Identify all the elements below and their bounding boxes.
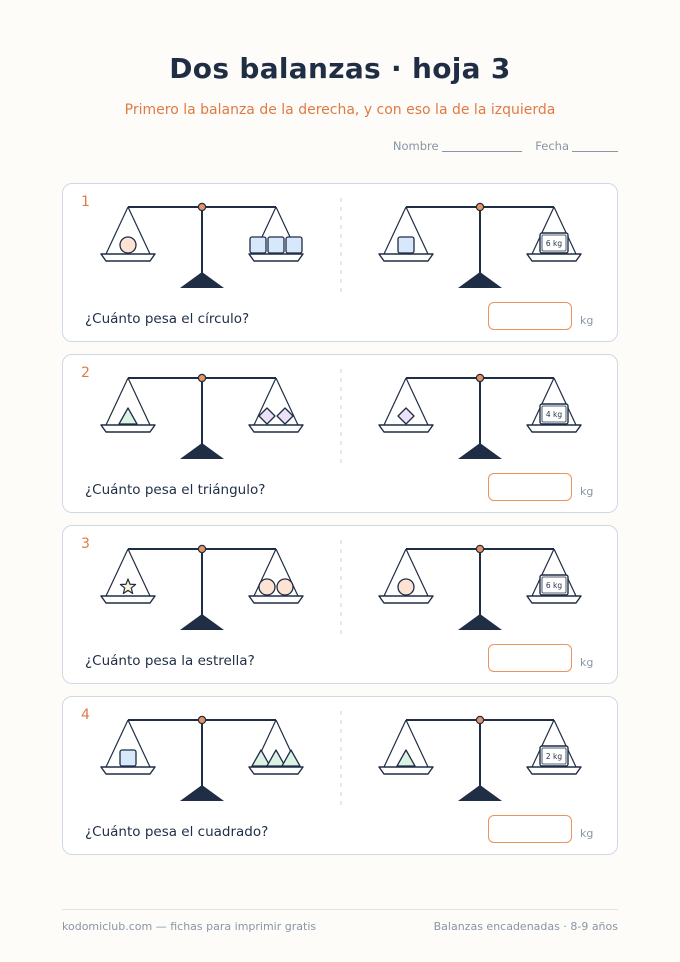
left-pan <box>101 207 155 261</box>
circle-icon <box>277 579 293 595</box>
weight-icon <box>540 404 568 424</box>
star-icon <box>120 579 135 593</box>
name-blank[interactable] <box>442 151 522 152</box>
footer-divider <box>62 909 618 910</box>
left-pan <box>379 549 433 603</box>
answer-input-box[interactable] <box>488 473 572 501</box>
problem-number: 2 <box>81 365 90 381</box>
question-text: ¿Cuánto pesa el triángulo? <box>85 482 266 498</box>
left-balance-scale <box>101 374 303 459</box>
circle-icon <box>398 579 414 595</box>
problem-card-4 <box>62 696 618 855</box>
problem-card-2 <box>62 354 618 513</box>
weight-label: 6 kg <box>545 239 563 248</box>
weight-icon <box>540 746 568 766</box>
right-balance-scale <box>379 203 581 288</box>
unit-label: kg <box>580 656 594 669</box>
left-pan <box>101 549 155 603</box>
problem-card-3 <box>62 525 618 684</box>
left-balance-scale <box>101 203 303 288</box>
question-text: ¿Cuánto pesa la estrella? <box>85 653 255 669</box>
problem-number: 1 <box>81 194 90 210</box>
square-icon <box>120 750 136 766</box>
right-pan <box>527 378 581 432</box>
circle-icon <box>259 579 275 595</box>
right-pan <box>527 720 581 774</box>
left-pan <box>101 378 155 432</box>
footer-site: kodomiclub.com — fichas para imprimir gratis <box>62 920 317 933</box>
right-pan <box>527 207 581 261</box>
balance-scales-illustration <box>63 697 619 807</box>
name-date-field <box>393 139 618 153</box>
right-balance-scale <box>379 374 581 459</box>
right-pan <box>249 378 303 432</box>
question-text: ¿Cuánto pesa el cuadrado? <box>85 824 269 840</box>
weight-label: 6 kg <box>545 581 563 590</box>
weight-label: 4 kg <box>545 410 563 419</box>
triangle-icon <box>282 750 300 766</box>
left-pan <box>379 720 433 774</box>
unit-label: kg <box>580 827 594 840</box>
square-icon <box>286 237 302 253</box>
name-label: Nombre <box>392 139 439 153</box>
weight-label: 2 kg <box>545 752 563 761</box>
footer-sheet-info: Balanzas encadenadas · 8-9 años <box>433 920 618 933</box>
page-title: Dos balanzas · hoja 3 <box>169 52 511 85</box>
page-subtitle: Primero la balanza de la derecha, y con eso la de la izquierda <box>124 102 556 118</box>
right-balance-scale <box>379 545 581 630</box>
balance-scales-illustration <box>63 355 619 465</box>
answer-input-box[interactable] <box>488 644 572 672</box>
date-label: Fecha <box>535 139 569 153</box>
left-balance-scale <box>101 545 303 630</box>
problem-number: 4 <box>81 707 90 723</box>
right-balance-scale <box>379 716 581 801</box>
date-blank[interactable] <box>572 151 618 152</box>
circle-icon <box>120 237 136 253</box>
right-pan <box>249 549 303 603</box>
problem-card-1 <box>62 183 618 342</box>
question-text: ¿Cuánto pesa el círculo? <box>85 311 250 327</box>
unit-label: kg <box>580 314 594 327</box>
diamond-icon <box>398 408 414 424</box>
weight-icon <box>540 575 568 595</box>
left-pan <box>379 207 433 261</box>
right-pan <box>249 207 303 261</box>
square-icon <box>268 237 284 253</box>
triangle-icon <box>267 750 285 766</box>
problem-number: 3 <box>81 536 90 552</box>
left-pan <box>379 378 433 432</box>
answer-input-box[interactable] <box>488 815 572 843</box>
triangle-icon <box>252 750 270 766</box>
right-pan <box>249 720 303 774</box>
triangle-icon <box>397 750 415 766</box>
unit-label: kg <box>580 485 594 498</box>
left-pan <box>101 720 155 774</box>
weight-icon <box>540 233 568 253</box>
balance-scales-illustration <box>63 526 619 636</box>
left-balance-scale <box>101 716 303 801</box>
answer-input-box[interactable] <box>488 302 572 330</box>
square-icon <box>250 237 266 253</box>
square-icon <box>398 237 414 253</box>
triangle-icon <box>119 408 137 424</box>
right-pan <box>527 549 581 603</box>
balance-scales-illustration <box>63 184 619 294</box>
